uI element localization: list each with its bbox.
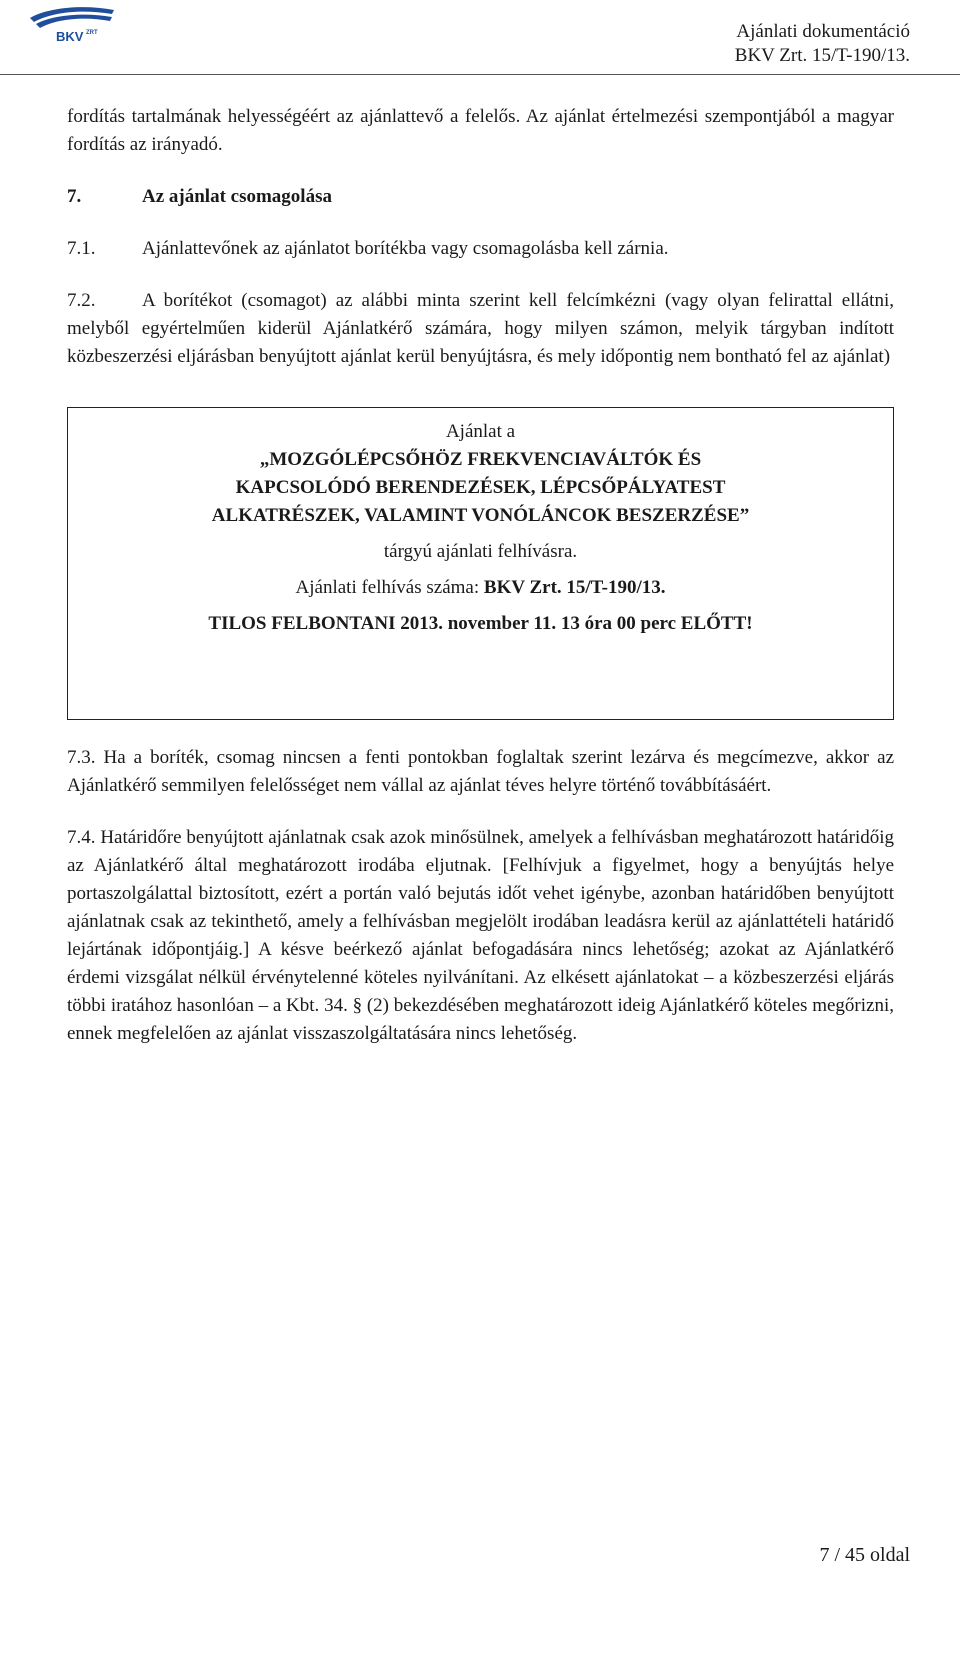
box-ref-value: BKV Zrt. 15/T-190/13. [483, 577, 666, 598]
section-title: Az ajánlat csomagolása [142, 186, 332, 207]
box-line-4: ALKATRÉSZEK, VALAMINT VONÓLÁNCOK BESZERZÉSE” [211, 505, 750, 526]
section-text: A borítékot (csomagot) az alábbi minta szerint kell felcímkézni (vagy olyan felirattal ellátni, melyből egyértelműen kiderül Ajánlatkérő számára, hogy milyen számon, melyik tárgyban indított közbeszerzési eljárásban benyújtott ajánlat kerül benyújtásra, és mely időpontig nem bontható fel az ajánlat) [67, 290, 894, 367]
section-7-2 [67, 287, 894, 371]
box-line-6 [68, 574, 893, 602]
section-number: 7.3. [67, 747, 96, 768]
document-body [67, 103, 894, 1048]
box-line-5: tárgyú ajánlati felhívásra. [383, 541, 578, 562]
envelope-label-sample [67, 407, 894, 720]
page-number: 7 / 45 oldal [819, 1544, 910, 1566]
box-line-2: „MOZGÓLÉPCSŐHÖZ FREKVENCIAVÁLTÓK ÉS [259, 449, 702, 470]
section-7-heading [67, 183, 894, 211]
header-doc-info [735, 20, 910, 68]
box-ref-label: Ajánlati felhívás száma: [295, 577, 484, 598]
section-text: Ajánlattevőnek az ajánlatot borítékba vagy csomagolásba kell zárnia. [142, 238, 669, 259]
section-number: 7.2. [67, 290, 96, 311]
section-7-3 [67, 744, 894, 800]
section-number: 7.1. [67, 238, 96, 259]
header-doc-title: Ajánlati dokumentáció [736, 21, 910, 42]
bkv-logo-icon [22, 4, 122, 46]
box-line-7: TILOS FELBONTANI 2013. november 11. 13 óra 00 perc ELŐTT! [208, 613, 753, 634]
section-7-1 [67, 235, 894, 263]
header-doc-ref: BKV Zrt. 15/T-190/13. [734, 45, 910, 66]
section-number: 7. [67, 186, 82, 207]
page-header [0, 0, 960, 78]
box-line-1: Ajánlat a [445, 421, 516, 442]
box-line-3: KAPCSOLÓDÓ BERENDEZÉSEK, LÉPCSŐPÁLYATEST [235, 477, 726, 498]
svg-text:ZRT: ZRT [86, 30, 98, 36]
section-number: 7.4. [67, 827, 96, 848]
header-divider [0, 74, 960, 75]
svg-text:BKV: BKV [56, 29, 84, 44]
section-text: Ha a boríték, csomag nincsen a fenti pontokban foglaltak szerint lezárva és megcímezve, akkor az Ajánlatkérő semmilyen felelősséget nem vállal az ajánlat téves helyre történő továbbításáért. [67, 747, 895, 796]
intro-paragraph: fordítás tartalmának helyességéért az ajánlattevő a felelős. Az ajánlat értelmezési szempontjából a magyar fordítás az irányadó. [67, 106, 894, 155]
section-text: Határidőre benyújtott ajánlatnak csak azok minősülnek, amelyek a felhívásban meghatározott határidőig az Ajánlatkérő által meghatározott irodába eljutnak. [Felhívjuk a figyelmet, hogy a benyújtás helye portaszolgálattal biztosított, ezért a portán való bejutás időt vehet igénybe, azonban határidőben benyújtott ajánlatnak csak az tekinthető, amely a felhívásban megjelölt irodában leadásra kerül az ajánlattételi határidő lejártának időpontjáig.] A késve beérkező ajánlat befogadására nincs lehetőség; azokat az Ajánlatkérő érdemi vizsgálat nélkül érvénytelenné köteles nyilvánítani. Az elkésett ajánlatokat – a közbeszerzési eljárás többi iratához hasonlóan – a Kbt. 34. § (2) bekezdésében meghatározott ideig Ajánlatkérő köteles megőrizni, ennek megfelelően az ajánlat visszaszolgáltatására nincs lehetőség. [67, 827, 895, 1044]
section-7-4 [67, 824, 894, 1048]
